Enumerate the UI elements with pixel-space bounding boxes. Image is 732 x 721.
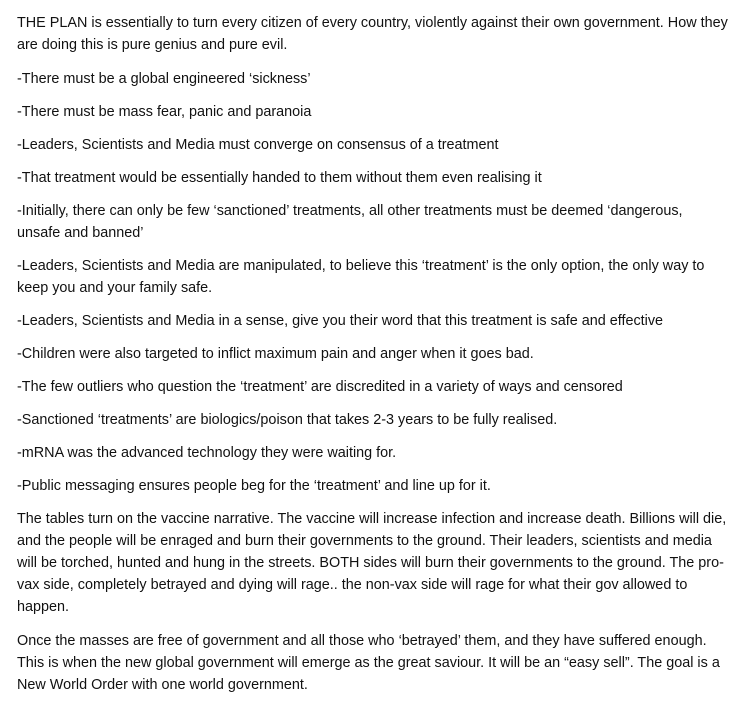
document-body [17, 12, 729, 708]
list-item: -Children were also targeted to inflict maximum pain and anger when it goes bad. [17, 346, 534, 362]
list-item: -That treatment would be essentially handed to them without them even realising it [17, 170, 542, 186]
list-item: -mRNA was the advanced technology they were waiting for. [17, 445, 397, 461]
conclusion-paragraph: Once the masses are free of government and all those who ‘betrayed’ them, and they have suffered enough. This is when the new global government will emerge as the great saviour. It will be an “easy sell”. The goal is a New World Order with one world government. [17, 633, 720, 693]
tables-turn-paragraph: The tables turn on the vaccine narrative. The vaccine will increase infection and increase death. Billions will die, and the people will be enraged and burn their governments to the ground. Their leaders, scientists and media will be torched, hunted and hung in the streets. BOTH sides will burn their governments to the ground. The pro-vax side, completely betrayed and dying will rage.. the non-vax side will rage for what their gov allowed to happen. [17, 511, 727, 615]
list-item: -The few outliers who question the ‘treatment’ are discredited in a variety of ways and censored [17, 379, 623, 395]
list-item: -Leaders, Scientists and Media are manipulated, to believe this ‘treatment’ is the only option, the only way to keep you and your family safe. [17, 258, 705, 296]
list-item: -There must be mass fear, panic and paranoia [17, 104, 312, 120]
list-item: -There must be a global engineered ‘sickness’ [17, 71, 311, 87]
list-item: -Public messaging ensures people beg for the ‘treatment’ and line up for it. [17, 478, 491, 494]
list-item: -Sanctioned ‘treatments’ are biologics/poison that takes 2-3 years to be fully realised. [17, 412, 558, 428]
list-item: -Initially, there can only be few ‘sanctioned’ treatments, all other treatments must be deemed ‘dangerous, unsafe and banned’ [17, 203, 683, 241]
list-item: -Leaders, Scientists and Media in a sense, give you their word that this treatment is safe and effective [17, 313, 664, 329]
list-item: -Leaders, Scientists and Media must converge on consensus of a treatment [17, 137, 499, 153]
intro-paragraph: THE PLAN is essentially to turn every citizen of every country, violently against their own government. How they are doing this is pure genius and pure evil. [17, 15, 728, 53]
